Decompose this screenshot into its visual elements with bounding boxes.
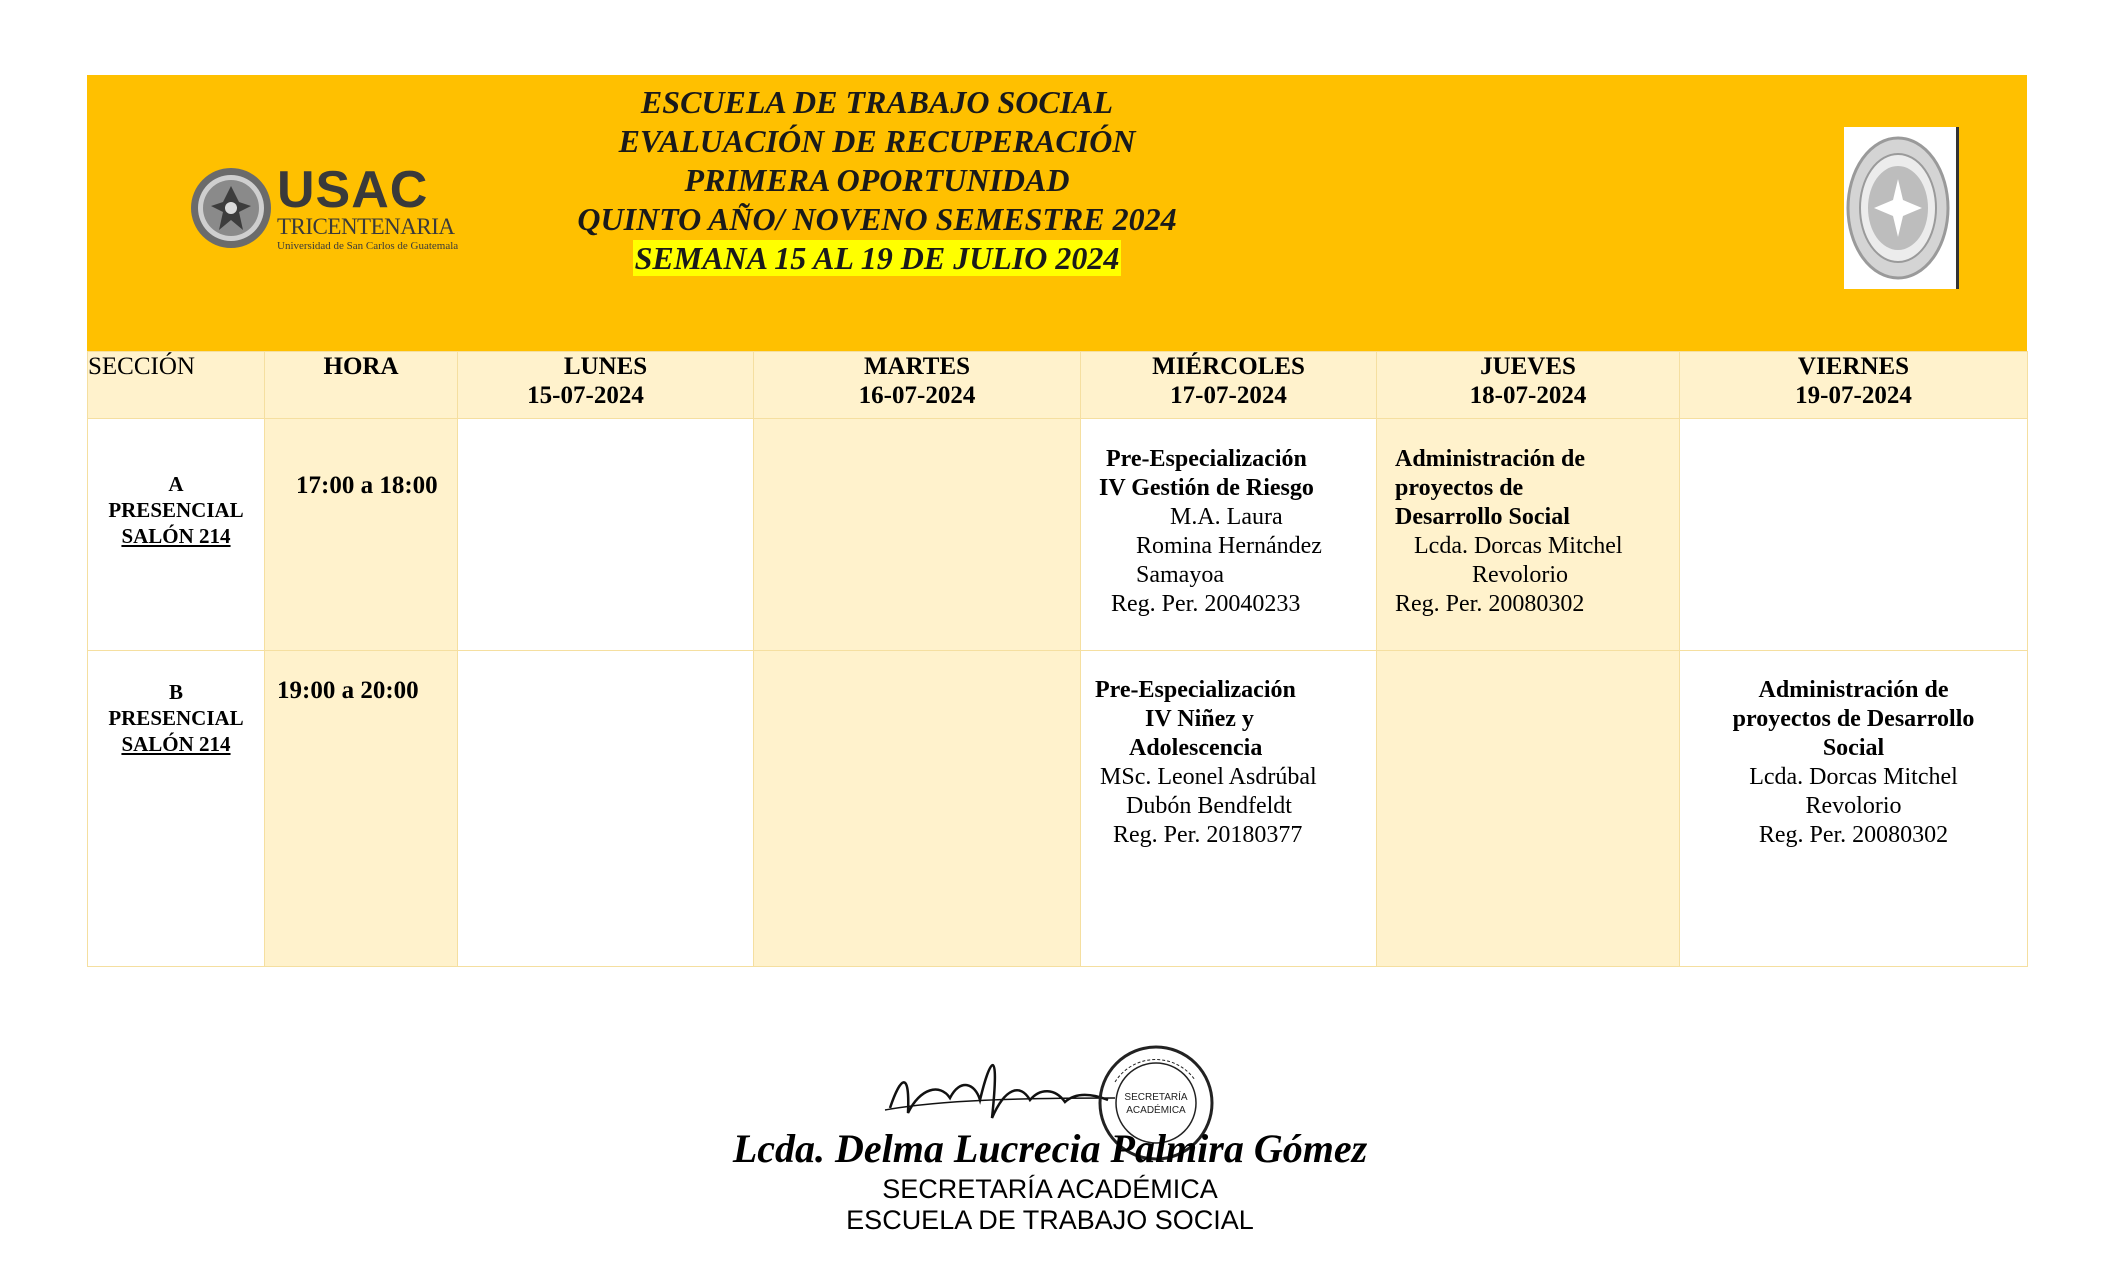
martes-cell — [754, 419, 1081, 651]
section-room: SALÓN 214 — [121, 524, 231, 548]
section-mode: PRESENCIAL — [108, 706, 244, 730]
signatory-name: Lcda. Delma Lucrecia Palmira Gómez — [732, 1126, 1368, 1171]
header-lunes: LUNES 15-07-2024 — [458, 352, 754, 419]
course-block: Pre-Especialización IV Niñez y Adolescencia MSc. Leonel Asdrúbal Dubón Bendfeldt Reg. Per. 20180377 — [1095, 677, 1317, 848]
signatory-role — [700, 1174, 1400, 1236]
school-seal — [1844, 127, 1959, 289]
week-highlight: SEMANA 15 AL 19 DE JULIO 2024 — [634, 240, 1120, 276]
time-cell — [265, 651, 458, 967]
header-miercoles: MIÉRCOLES 17-07-2024 — [1081, 352, 1377, 419]
viernes-cell — [1680, 651, 2028, 967]
table-row — [88, 419, 2028, 651]
lunes-cell — [458, 651, 754, 967]
header-hora: HORA — [265, 352, 458, 419]
jueves-cell — [1377, 419, 1680, 651]
usac-subtitle: Universidad de San Carlos de Guatemala — [277, 240, 459, 252]
title-line-opportunity: PRIMERA OPORTUNIDAD — [684, 162, 1070, 198]
usac-wordmark: USAC — [277, 161, 429, 219]
title-line-semester: QUINTO AÑO/ NOVENO SEMESTRE 2024 — [577, 201, 1177, 237]
course-block: Administración de proyectos de Desarrollo Social Lcda. Dorcas Mitchel Revolorio Reg. Per. 20080302 — [1395, 446, 1623, 617]
role-line-1: SECRETARÍA ACADÉMICA — [882, 1174, 1218, 1204]
section-room: SALÓN 214 — [121, 732, 231, 756]
schedule-table — [87, 351, 2028, 967]
section-cell — [88, 419, 265, 651]
usac-logo — [189, 163, 519, 253]
signature-block — [700, 1030, 1400, 1270]
course-block: Pre-Especialización IV Gestión de Riesgo M.A. Laura Romina Hernández Samayoa Reg. Per. 20040233 — [1099, 446, 1322, 617]
time-cell — [265, 419, 458, 651]
viernes-cell — [1680, 419, 2028, 651]
section-cell — [88, 651, 265, 967]
table-header-row — [88, 352, 2028, 419]
miercoles-cell — [1081, 651, 1377, 967]
svg-text:ACADÉMICA: ACADÉMICA — [1126, 1105, 1186, 1116]
lunes-cell — [458, 419, 754, 651]
martes-cell — [754, 651, 1081, 967]
section-mode: PRESENCIAL — [108, 498, 244, 522]
header-seccion: SECCIÓN — [88, 352, 265, 419]
usac-tricentenaria: TRICENTENARIA — [277, 214, 455, 239]
section-letter: A — [168, 472, 184, 496]
title-line-evaluation: EVALUACIÓN DE RECUPERACIÓN — [618, 123, 1136, 159]
usac-seal-icon — [189, 166, 273, 250]
jueves-cell — [1377, 651, 1680, 967]
time-value: 17:00 a 18:00 — [296, 472, 438, 499]
school-seal-icon — [1844, 127, 1952, 289]
section-letter: B — [168, 680, 183, 704]
svg-text:SECRETARÍA: SECRETARÍA — [1124, 1092, 1188, 1103]
course-block: Administración de proyectos de Desarrollo Social Lcda. Dorcas Mitchel Revolorio Reg. Per. 20080302 — [1732, 677, 1975, 848]
handwritten-signature — [880, 1038, 1120, 1138]
time-value: 19:00 a 20:00 — [277, 677, 419, 704]
header-banner — [87, 75, 2027, 351]
header-jueves: JUEVES 18-07-2024 — [1377, 352, 1680, 419]
table-row — [88, 651, 2028, 967]
role-line-2: ESCUELA DE TRABAJO SOCIAL — [846, 1205, 1254, 1235]
header-martes: MARTES 16-07-2024 — [754, 352, 1081, 419]
header-viernes: VIERNES 19-07-2024 — [1680, 352, 2028, 419]
title-line-school: ESCUELA DE TRABAJO SOCIAL — [640, 84, 1114, 120]
miercoles-cell — [1081, 419, 1377, 651]
